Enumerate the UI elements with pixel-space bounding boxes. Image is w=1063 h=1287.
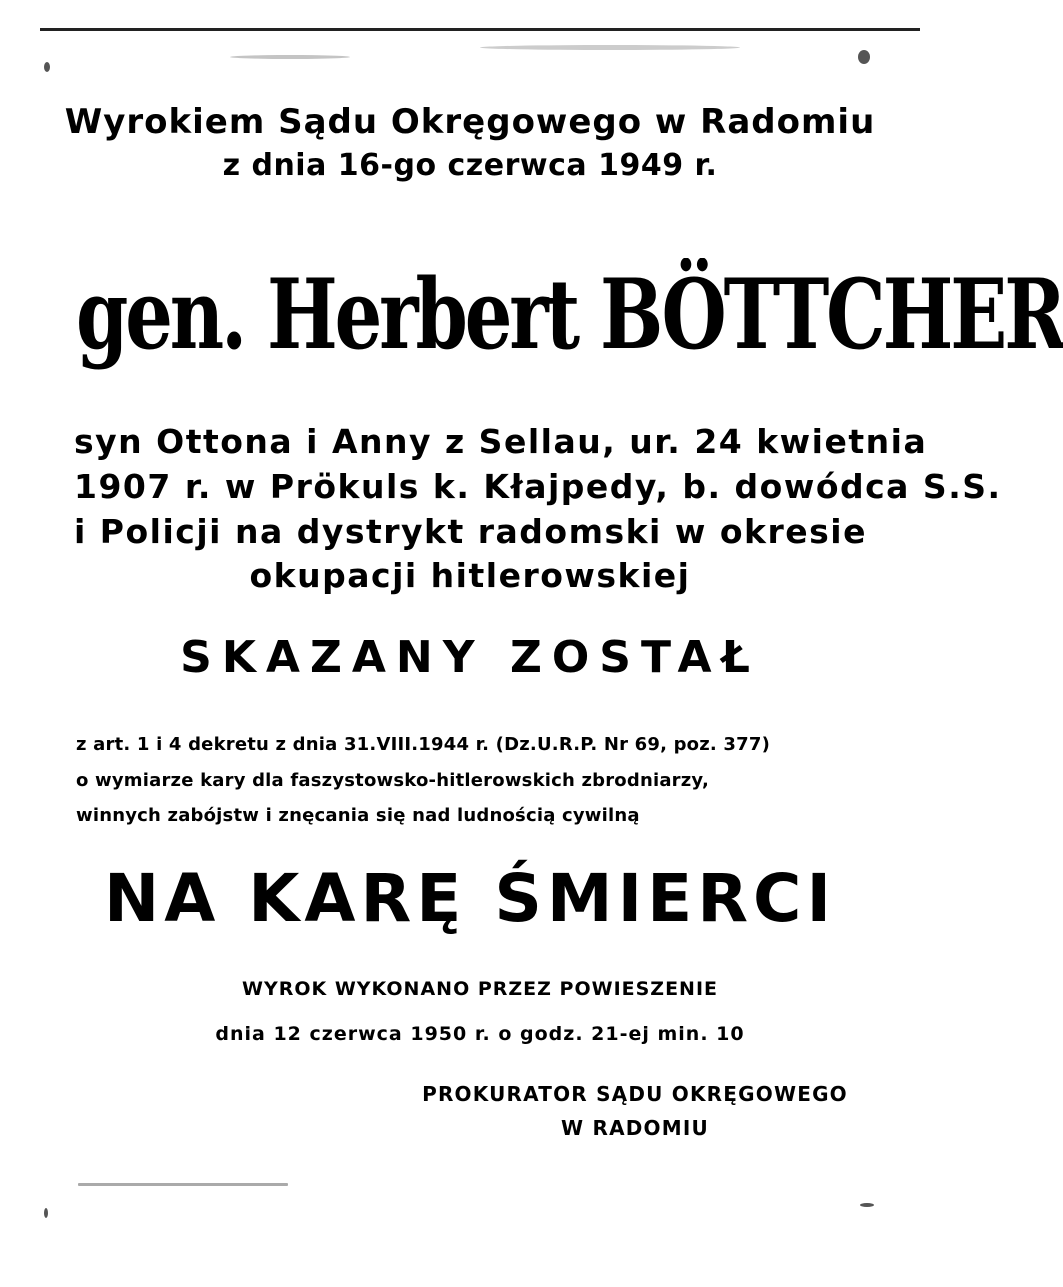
margin-mark (44, 62, 50, 72)
defendant-name: gen. Herbert BÖTTCHER (76, 258, 1063, 371)
legal-basis-line-3: winnych zabójstw i znęcania się nad ludnością cywilną (76, 805, 640, 826)
description-line-4: okupacji hitlerowskiej (249, 556, 691, 595)
legal-basis-line-1: z art. 1 i 4 dekretu z dnia 31.VIII.1944 r. (Dz.U.R.P. Nr 69, poz. 377) (76, 734, 771, 755)
execution-line-1: WYROK WYKONANO PRZEZ POWIESZENIE (241, 978, 719, 1000)
description-line-3: i Policji na dystrykt radomski w okresie (74, 512, 867, 551)
margin-mark (44, 1208, 48, 1218)
header-line-1: Wyrokiem Sądu Okręgowego w Radomiu (64, 102, 876, 142)
printer-imprint-mark (78, 1183, 288, 1186)
top-border-line (40, 28, 920, 31)
header-line-2: z dnia 16-go czerwca 1949 r. (222, 148, 718, 183)
margin-mark (860, 1203, 874, 1207)
margin-mark (858, 50, 870, 64)
margin-mark (230, 55, 350, 59)
margin-mark (480, 45, 740, 50)
description-line-1: syn Ottona i Anny z Sellau, ur. 24 kwietnia (74, 422, 928, 461)
signature-line-2: W RADOMIU (561, 1116, 709, 1140)
legal-basis-line-2: o wymiarze kary dla faszystowsko-hitlerowskich zbrodniarzy, (76, 770, 710, 791)
description-line-2: 1907 r. w Prökuls k. Kłajpedy, b. dowódca S.S. (74, 467, 1002, 506)
sentence-label: SKAZANY ZOSTAŁ (180, 632, 760, 683)
execution-line-2: dnia 12 czerwca 1950 r. o godz. 21-ej min. 10 (215, 1023, 745, 1045)
signature-line-1: PROKURATOR SĄDU OKRĘGOWEGO (422, 1082, 848, 1106)
penalty-text: NA KARĘ ŚMIERCI (103, 860, 837, 937)
